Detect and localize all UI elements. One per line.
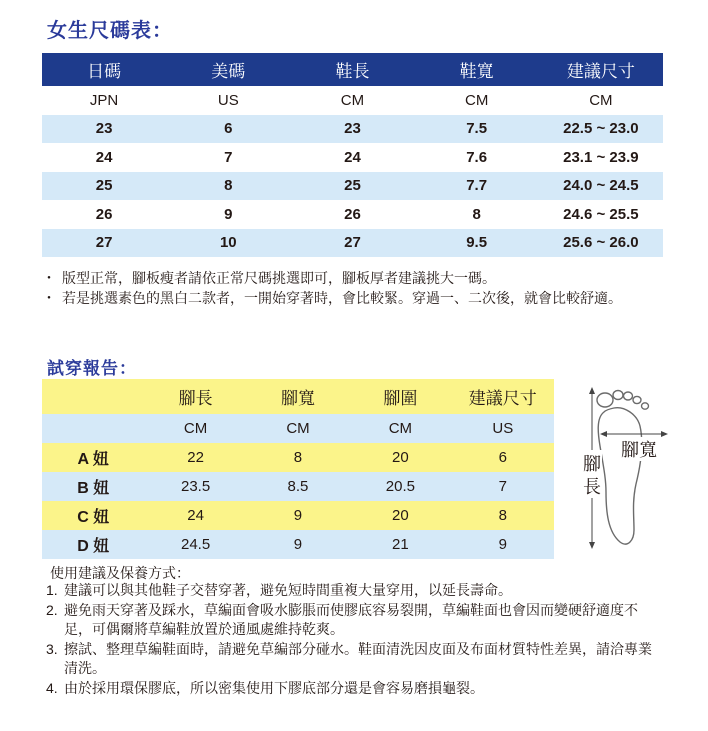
report-header-row xyxy=(42,379,554,414)
foot-measurement-diagram xyxy=(562,384,672,554)
table-cell: 9 xyxy=(166,200,290,229)
foot-outline-icon xyxy=(597,391,649,545)
usage-text: 建議可以與其他鞋子交替穿著，避免短時間重複大量穿用，以延長壽命。 xyxy=(64,582,512,598)
header-jp-size: 日碼 xyxy=(42,53,166,86)
table-cell: 20 xyxy=(349,501,451,530)
size-unit-row xyxy=(42,86,663,115)
table-cell: 9.5 xyxy=(415,229,539,258)
table-cell: 26 xyxy=(290,200,414,229)
header-foot-length: 腳長 xyxy=(144,379,246,414)
table-row xyxy=(42,115,663,144)
usage-item xyxy=(46,640,660,679)
fit-notes xyxy=(46,268,666,308)
usage-list xyxy=(46,581,660,698)
tester-name: C 妞 xyxy=(42,501,144,530)
table-cell: 20.5 xyxy=(349,472,451,501)
usage-number: 2. xyxy=(46,601,58,618)
table-cell: 9 xyxy=(247,530,349,559)
note-item: ・ 若是挑選素色的黑白二款者，一開始穿著時，會比較緊。穿過一、二次後，就會比較舒適。 xyxy=(46,288,666,308)
usage-item xyxy=(46,601,660,640)
table-cell: 8 xyxy=(452,501,554,530)
table-cell: 6 xyxy=(166,115,290,144)
table-cell: 8 xyxy=(415,200,539,229)
table-cell: 24.6 ~ 25.5 xyxy=(539,200,663,229)
unit-cell xyxy=(42,414,144,443)
table-cell: 22.5 ~ 23.0 xyxy=(539,115,663,144)
usage-text: 避免雨天穿著及踩水，草編面會吸水膨脹而使膠底容易裂開，草編鞋面也會因而變硬舒適度不足，可偶爾將草編鞋放置於通風處維持乾爽。 xyxy=(64,601,638,637)
table-cell: 23.1 ~ 23.9 xyxy=(539,143,663,172)
header-recommended-size: 建議尺寸 xyxy=(539,53,663,86)
table-cell: 25.6 ~ 26.0 xyxy=(539,229,663,258)
table-cell: 24 xyxy=(290,143,414,172)
table-cell: 7 xyxy=(166,143,290,172)
table-row xyxy=(42,143,663,172)
foot-length-label-2: 長 xyxy=(583,477,601,497)
table-cell: 24.0 ~ 24.5 xyxy=(539,172,663,201)
table-cell: 26 xyxy=(42,200,166,229)
header-shoe-width: 鞋寬 xyxy=(415,53,539,86)
table-row xyxy=(42,443,554,472)
table-cell: 7.5 xyxy=(415,115,539,144)
table-cell: 20 xyxy=(349,443,451,472)
usage-item xyxy=(46,581,660,601)
header-us-size: 美碼 xyxy=(166,53,290,86)
usage-text: 由於採用環保膠底，所以密集使用下膠底部分還是會容易磨損龜裂。 xyxy=(64,679,484,696)
header-foot-girth: 腳圍 xyxy=(349,379,451,414)
header-blank xyxy=(42,379,144,414)
header-foot-width: 腳寬 xyxy=(247,379,349,414)
unit-cell: CM xyxy=(415,86,539,115)
table-cell: 23.5 xyxy=(144,472,246,501)
table-cell: 8 xyxy=(166,172,290,201)
table-cell: 8 xyxy=(247,443,349,472)
fitting-report-table xyxy=(42,379,554,559)
tester-name: D 妞 xyxy=(42,530,144,559)
table-row xyxy=(42,501,554,530)
table-cell: 24 xyxy=(42,143,166,172)
table-row xyxy=(42,229,663,258)
fitting-report-title: 試穿報告： xyxy=(47,359,137,378)
size-header-row xyxy=(42,53,663,86)
table-cell: 27 xyxy=(290,229,414,258)
table-cell: 10 xyxy=(166,229,290,258)
table-row xyxy=(42,200,663,229)
unit-cell: CM xyxy=(539,86,663,115)
table-cell: 7 xyxy=(452,472,554,501)
usage-item xyxy=(46,679,660,699)
unit-cell: CM xyxy=(144,414,246,443)
usage-number: 1. xyxy=(46,582,58,598)
foot-length-label-1: 腳 xyxy=(583,454,601,474)
table-cell: 22 xyxy=(144,443,246,472)
table-row xyxy=(42,172,663,201)
table-cell: 9 xyxy=(452,530,554,559)
size-chart-title: 女生尺碼表： xyxy=(47,20,173,42)
table-cell: 25 xyxy=(42,172,166,201)
tester-name: B 妞 xyxy=(42,472,144,501)
table-cell: 21 xyxy=(349,530,451,559)
usage-text: 擦試、整理草編鞋面時，請避免草編部分碰水。鞋面清洗因皮面及布面材質特性差異，請洽專業清洗。 xyxy=(64,640,652,676)
table-cell: 23 xyxy=(42,115,166,144)
table-cell: 24 xyxy=(144,501,246,530)
table-cell: 7.7 xyxy=(415,172,539,201)
table-row xyxy=(42,472,554,501)
header-shoe-length: 鞋長 xyxy=(290,53,414,86)
foot-width-label: 腳寬 xyxy=(621,440,657,460)
header-recommended-size: 建議尺寸 xyxy=(452,379,554,414)
unit-cell: CM xyxy=(247,414,349,443)
usage-number: 4. xyxy=(46,679,58,696)
table-cell: 8.5 xyxy=(247,472,349,501)
table-cell: 24.5 xyxy=(144,530,246,559)
table-cell: 9 xyxy=(247,501,349,530)
unit-cell: JPN xyxy=(42,86,166,115)
note-item: ・ 版型正常，腳板瘦者請依正常尺碼挑選即可，腳板厚者建議挑大一碼。 xyxy=(46,268,666,288)
unit-cell: US xyxy=(166,86,290,115)
usage-heading: 使用建議及保養方式： xyxy=(50,565,190,581)
unit-cell: CM xyxy=(349,414,451,443)
tester-name: A 妞 xyxy=(42,443,144,472)
table-cell: 6 xyxy=(452,443,554,472)
size-chart-table xyxy=(42,53,663,257)
unit-cell: CM xyxy=(290,86,414,115)
table-cell: 27 xyxy=(42,229,166,258)
table-row xyxy=(42,530,554,559)
table-cell: 23 xyxy=(290,115,414,144)
report-unit-row xyxy=(42,414,554,443)
table-cell: 7.6 xyxy=(415,143,539,172)
table-cell: 25 xyxy=(290,172,414,201)
unit-cell: US xyxy=(452,414,554,443)
usage-number: 3. xyxy=(46,640,58,657)
